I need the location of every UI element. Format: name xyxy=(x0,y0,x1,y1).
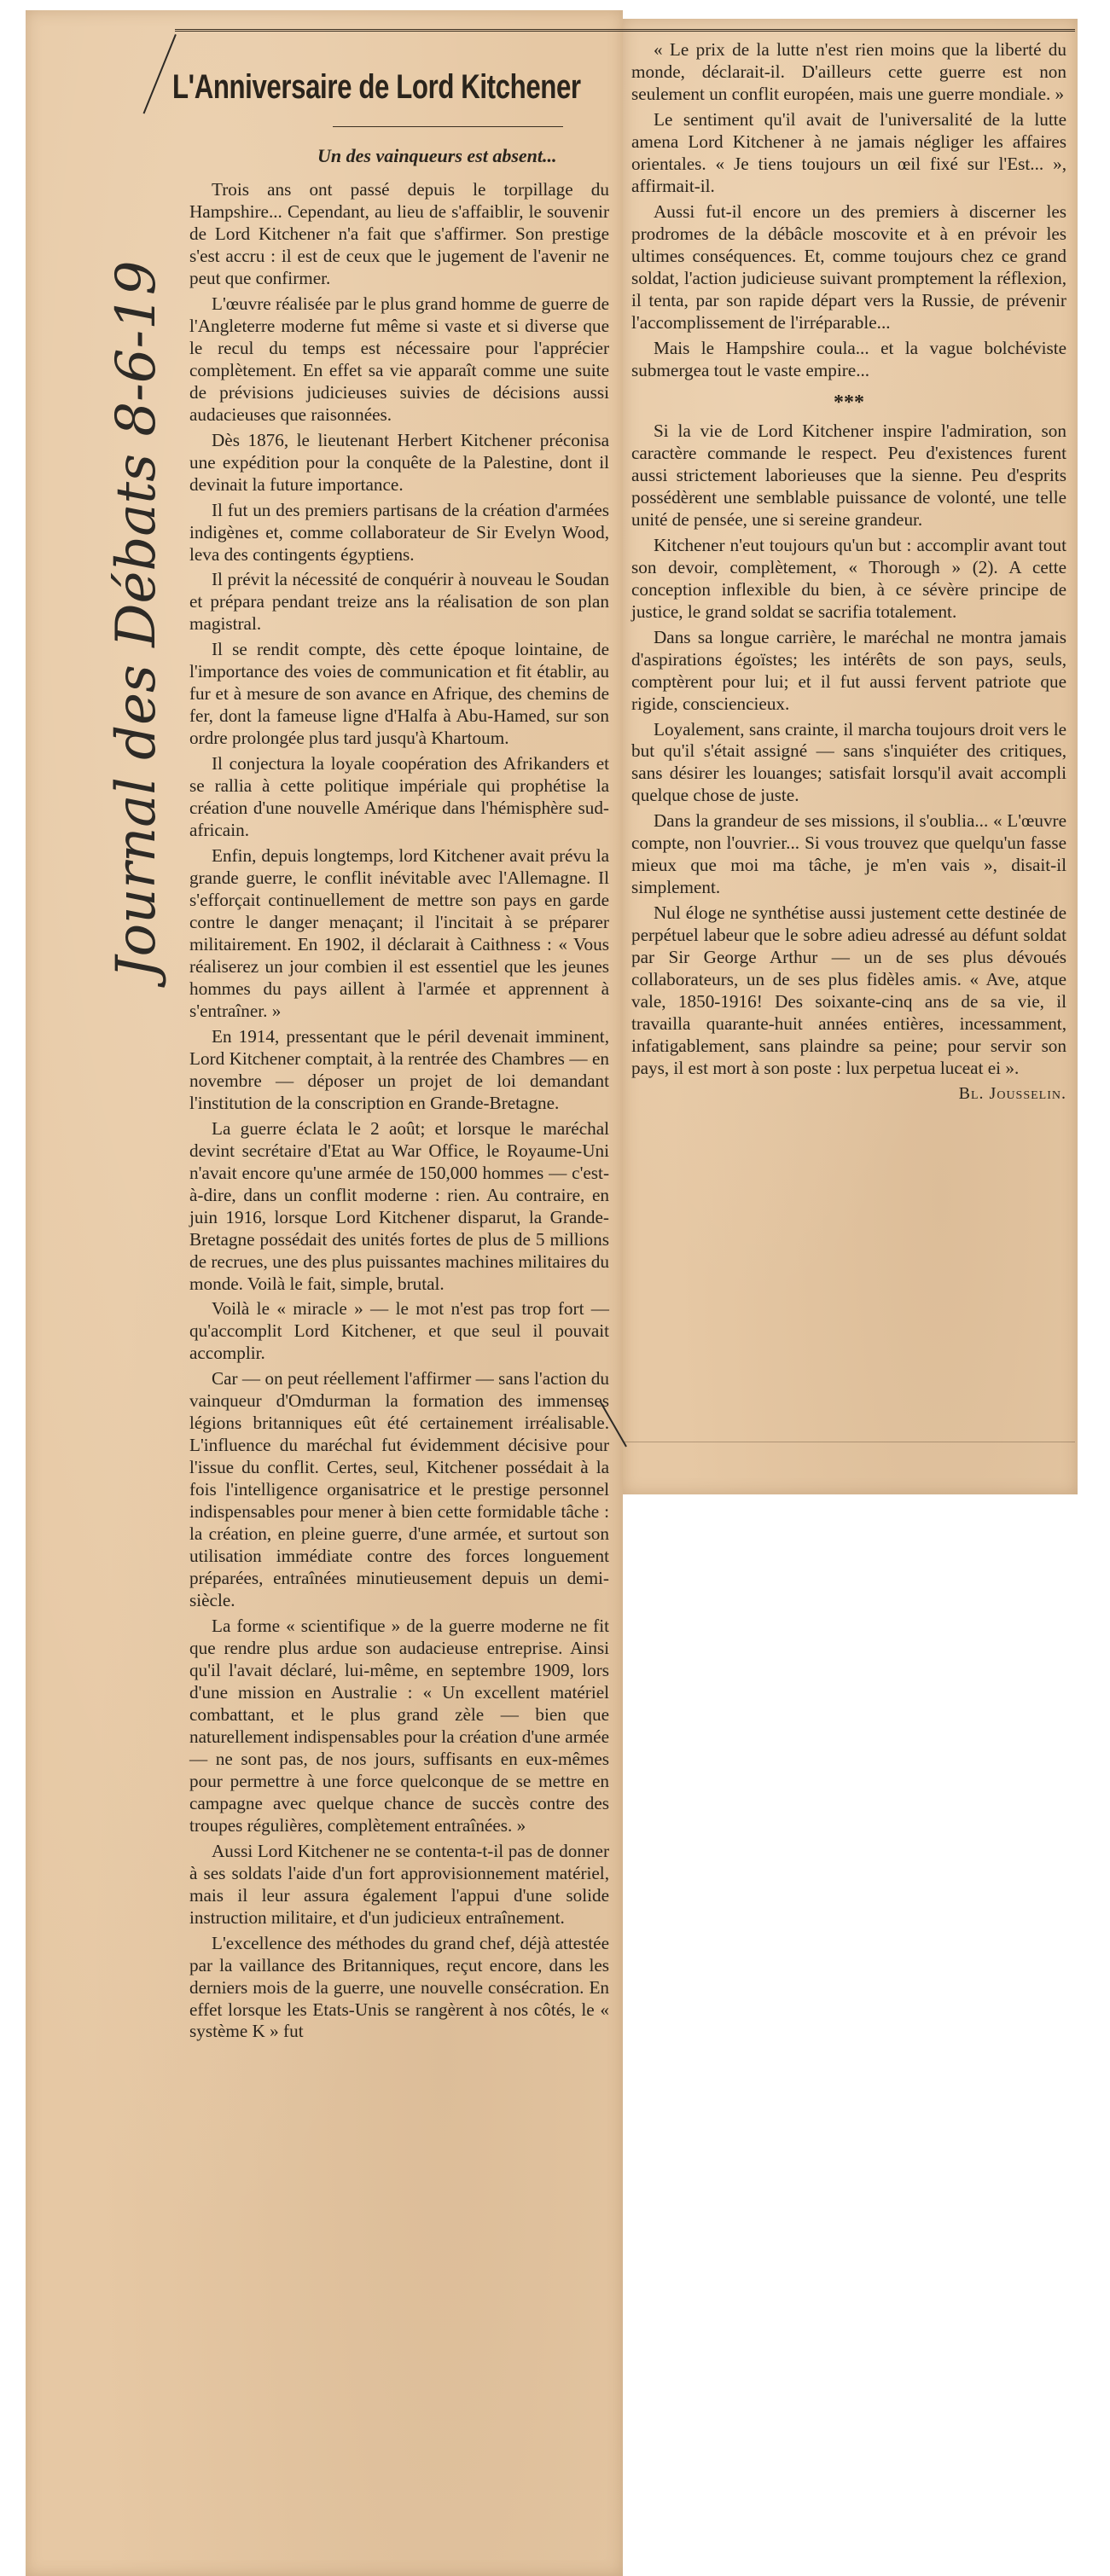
paragraph: Aussi fut-il encore un des premiers à discerner les prodromes de la débâcle moscovite et à en prévoir les ultimes conséquences. Et, comme toujours chez ce grand soldat, l'action judicieuse suivant promptement la réflexion, il tenta, par son rapide départ vers la Russie, de prévenir l'accomplissement de l'irréparable... xyxy=(631,200,1066,333)
paragraph: Il conjectura la loyale coopération des Afrikanders et se rallia à cette politique impériale qui prophétise la création d'une nouvelle Amérique dans l'hémisphère sud-africain. xyxy=(189,753,609,841)
paragraph: Mais le Hampshire coula... et la vague bolchéviste submergea tout le vaste empire... xyxy=(631,337,1066,380)
paragraph: Loyalement, sans crainte, il marcha toujours droit vers le but qu'il s'était assigné — sans s'inquiéter des critiques, sans désirer les louanges; satisfait lorsqu'il avait accompli quelque chose de juste. xyxy=(631,718,1066,806)
paragraph: Si la vie de Lord Kitchener inspire l'admiration, son caractère commande le respect. Peu d'existences furent aussi strictement laborieuses que la sienne. Peu d'esprits possédèrent une semblable puissance de volonté, une telle unité de pensée, une si sereine grandeur. xyxy=(631,420,1066,530)
paragraph: Il fut un des premiers partisans de la création d'armées indigènes et, comme collaborateur de Sir Evelyn Wood, leva des contingents égyptiens. xyxy=(189,499,609,565)
article-left-column xyxy=(189,179,609,2043)
top-rule xyxy=(175,29,1075,32)
article-subtitle: Un des vainqueurs est absent... xyxy=(317,145,557,166)
paragraph: La forme « scientifique » de la guerre moderne ne fit que rendre plus ardue son audacieuse entreprise. Ainsi qu'il l'avait déclaré, lui-même, en septembre 1909, lors d'une mission en Australie : « Un excellent matériel combattant, et le plus grand zèle — bien que naturellement indispensables pour la création d'une armée — ne sont pas, de nos jours, suffisants en eux-mêmes pour permettre à une force quelconque de se mettre en campagne avec quelque chance de succès contre des troupes régulières, complètement entraînées. » xyxy=(189,1616,609,1836)
paragraph: Kitchener n'eut toujours qu'un but : accomplir avant tout son devoir, complètement, « Thorough » (2). A cette conception inflexible du bien, à ce sévère principe de justice, le grand soldat se sacrifia totalement. xyxy=(631,534,1066,622)
paragraph: Il prévit la nécessité de conquérir à nouveau le Soudan et prépara pendant treize ans la réalisation de son plan magistral. xyxy=(189,569,609,635)
author-signature xyxy=(631,1083,1066,1105)
article-right-column xyxy=(631,39,1066,1105)
title-underline xyxy=(333,126,563,127)
paragraph: Nul éloge ne synthétise aussi justement cette destinée de perpétuel labeur que le sobre adieu adressé au défunt soldat par Sir George Arthur — un de ses plus dévoués collaborateurs, un de ses plus fidèles amis. « Ave, atque vale, 1850-1916! Des soixante-cinq ans de sa vie, il travailla quarante-huit années entières, incessamment, infatigablement, sans plaindre sa peine; pour servir son pays, il est mort à son poste : lux perpetua luceat ei ». xyxy=(631,902,1066,1079)
article-title: L'Anniversaire de Lord Kitchener xyxy=(172,68,581,106)
paragraph: Car — on peut réellement l'affirmer — sans l'action du vainqueur d'Omdurman la formation des immenses légions britanniques eût été certainement irréalisable. L'influence du maréchal fut évidemment décisive pour l'issue du conflit. Certes, seul, Kitchener possédait à la fois l'intelligence organisatrice et le prestige personnel indispensables pour mener à bien cette formidable tâche : la création, en pleine guerre, d'une armée, et surtout son utilisation immédiate contre des forces longuement préparées, entraînées minutieusement depuis un demi-siècle. xyxy=(189,1368,609,1611)
section-separator: *** xyxy=(834,391,864,414)
paragraph: La guerre éclata le 2 août; et lorsque le maréchal devint secrétaire d'Etat au War Office, le Royaume-Uni n'avait encore qu'une armée de 150,000 hommes — c'est-à-dire, dans un conflit moderne : rien. Au contraire, en juin 1916, lorsque Lord Kitchener disparut, la Grande-Bretagne possédait des unités fortes de plus de 5 millions de recrues, une des plus puissantes machines militaires du monde. Voilà le fait, simple, brutal. xyxy=(189,1117,609,1294)
paragraph: En 1914, pressentant que le péril devenait imminent, Lord Kitchener comptait, à la rentrée des Chambres — en novembre — déposer un projet de loi demandant l'institution de la conscription en Grande-Bretagne. xyxy=(189,1025,609,1113)
paragraph: Voilà le « miracle » — le mot n'est pas trop fort — qu'accomplit Lord Kitchener, et que seul il pouvait accomplir. xyxy=(189,1298,609,1364)
paragraph: Trois ans ont passé depuis le torpillage du Hampshire... Cependant, au lieu de s'affaiblir, le souvenir de Lord Kitchener n'a fait que s'affirmer. Son prestige s'est accru : il est de ceux que le jugement de l'avenir ne peut que confirmer. xyxy=(189,179,609,288)
paragraph: Dès 1876, le lieutenant Herbert Kitchener préconisa une expédition pour la conquête de la Palestine, dont il devinait la future importance. xyxy=(189,429,609,495)
paragraph: Aussi Lord Kitchener ne se contenta-t-il pas de donner à ses soldats l'aide d'un fort approvisionnement matériel, mais il leur assura également l'appui d'une solide instruction militaire, et d'un judicieux entraînement. xyxy=(189,1840,609,1928)
paragraph: « Le prix de la lutte n'est rien moins que la liberté du monde, déclarait-il. D'ailleurs cette guerre est non seulement un conflit européen, mais une guerre mondiale. » xyxy=(631,39,1066,104)
paragraph: Dans la grandeur de ses missions, il s'oubliа... « L'œuvre compte, non l'ouvrier... Si vous trouvez que quelqu'un fasse mieux que moi ma tâche, je m'en vais », disait-il simplement. xyxy=(631,810,1066,898)
handwritten-source-note: Journal des Débats 8-6-19 xyxy=(105,260,168,978)
paragraph: L'excellence des méthodes du grand chef, déjà attestée par la vaillance des Britanniques, reçut encore, dans les derniers mois de la guerre, une nouvelle consécration. En effet lorsque les Etats-Unis se rangèrent à nos côtés, le « système K » fut xyxy=(189,1932,609,2042)
paragraph: L'œuvre réalisée par le plus grand homme de guerre de l'Angleterre moderne fut même si vaste et si diverse que le recul du temps est nécessaire pour l'apprécier complètement. En effet sa vie apparaît comme une suite de prévisions judicieuses suivies de décisions aussi audacieuses que raisonnées. xyxy=(189,293,609,425)
author-signature-text: Bl. Jousselin. xyxy=(958,1084,1066,1104)
paragraph: Enfin, depuis longtemps, lord Kitchener avait prévu la grande guerre, le conflit inévitable avec l'Allemagne. Il s'efforçait continuellement de mettre son pays en garde contre le danger menaçant; il l'incitait à se préparer militairement. En 1902, il déclarait à Caithness : « Vous réaliserez un jour combien il est essentiel que les jeunes hommes du pays aillent à l'armée et apprennent à s'entraîner. » xyxy=(189,845,609,1021)
paragraph: Le sentiment qu'il avait de l'universalité de la lutte amena Lord Kitchener à ne jamais négliger les affaires orientales. « Je tiens toujours un œil fixé sur l'Est... », affirmait-il. xyxy=(631,108,1066,196)
paragraph: Dans sa longue carrière, le maréchal ne montra jamais d'aspirations égoïstes; les intérêts de son pays, seuls, comptèrent pour lui; et il fut aussi fervent patriote que rigide, consciencieux. xyxy=(631,626,1066,714)
paragraph: Il se rendit compte, dès cette époque lointaine, de l'importance des voies de communication et fit établir, au fur et à mesure de son avance en Afrique, des chemins de fer, dont la fameuse ligne d'Halfa à Abu-Hamed, sur son ordre prolongée plus tard jusqu'à Khartoum. xyxy=(189,639,609,749)
